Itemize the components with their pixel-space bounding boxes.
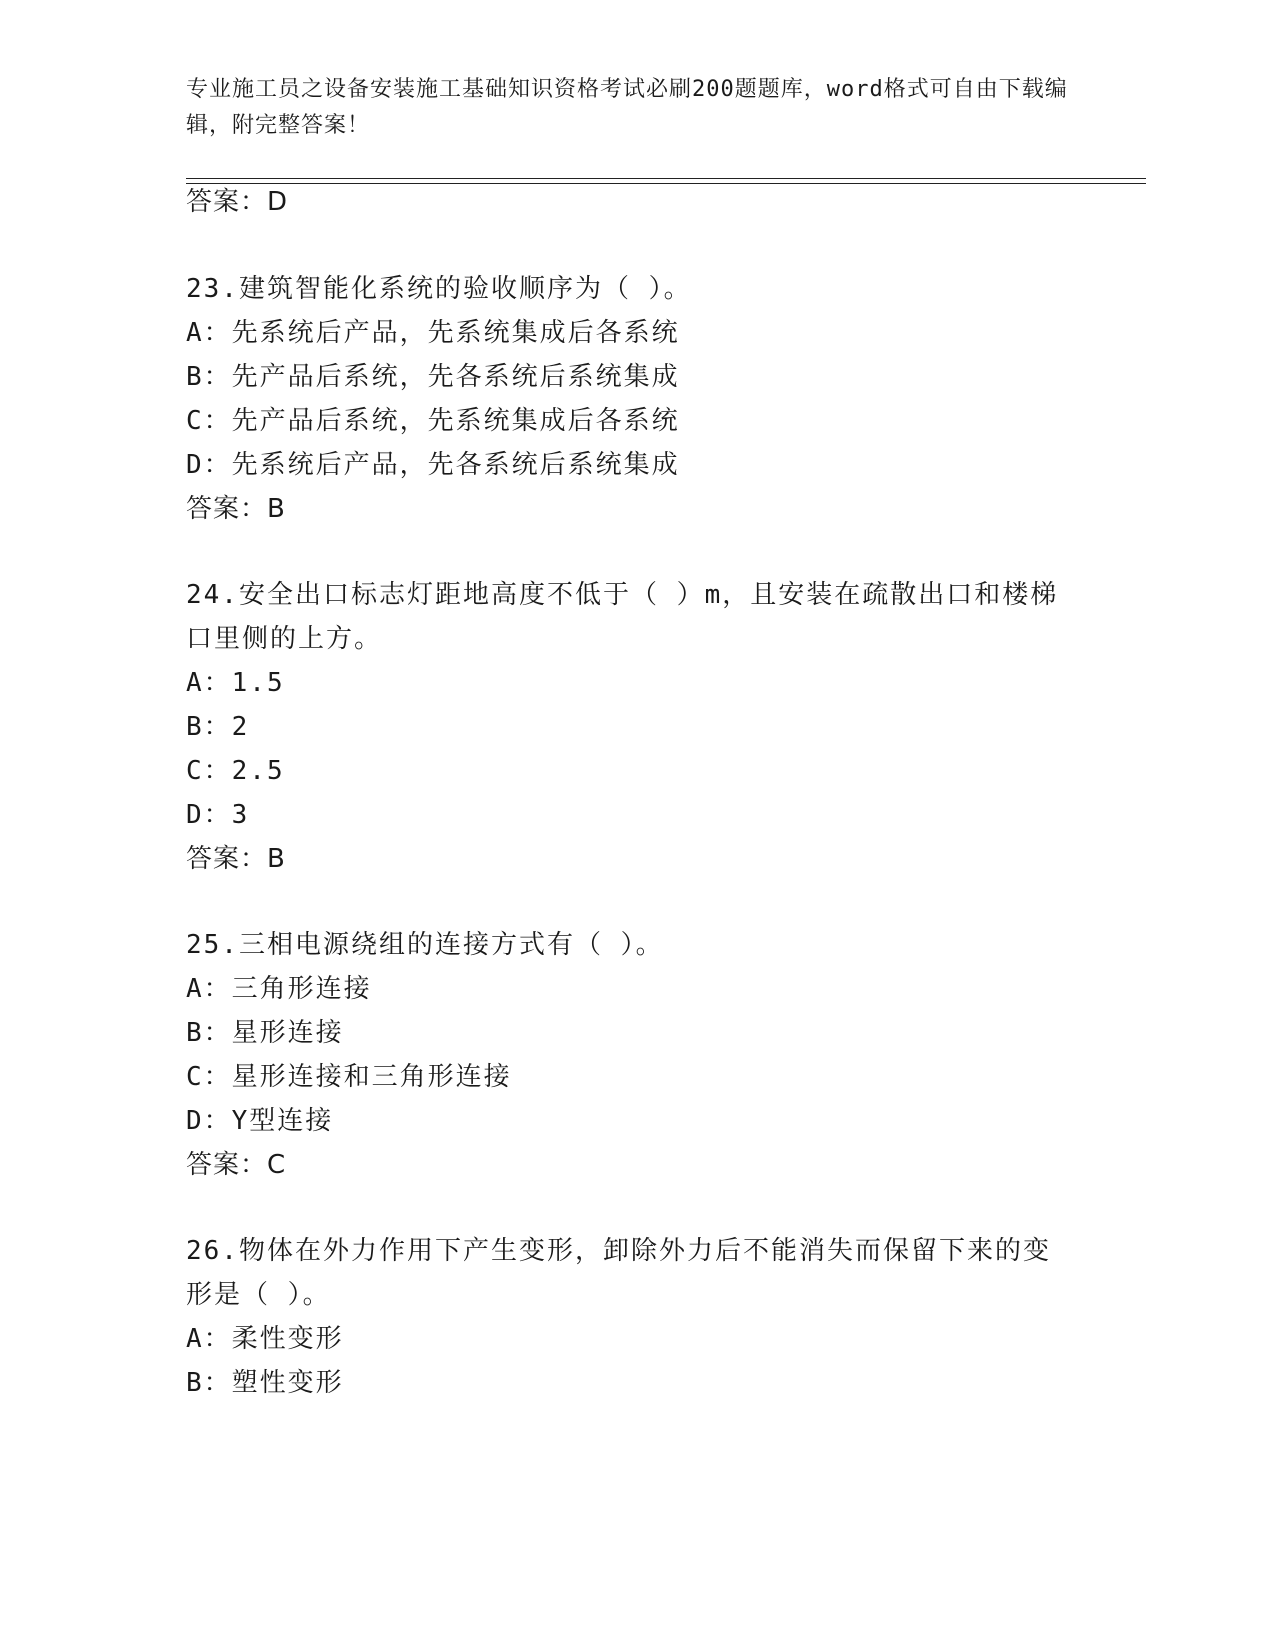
- question-25-answer: 答案：C: [186, 1150, 287, 1180]
- question-24-stem-line-2: 口里侧的上方。: [186, 624, 383, 654]
- question-23-option-a: A：先系统后产品，先系统集成后各系统: [186, 318, 680, 348]
- question-26-stem-line-2: 形是（ ）。: [186, 1280, 331, 1310]
- question-23-option-b: B：先产品后系统，先各系统后系统集成: [186, 362, 680, 392]
- question-26-option-b: B：塑性变形: [186, 1368, 344, 1398]
- document-header-title: 专业施工员之设备安装施工基础知识资格考试必刷200题题库，word格式可自由下载编辑，附完整答案！: [186, 77, 1068, 138]
- question-26-option-a: A：柔性变形: [186, 1324, 344, 1354]
- question-25-stem: 25.三相电源绕组的连接方式有（ ）。: [186, 930, 664, 960]
- question-25-option-c: C：星形连接和三角形连接: [186, 1062, 512, 1092]
- header-divider-top: [186, 178, 1146, 179]
- question-25-option-b: B：星形连接: [186, 1018, 344, 1048]
- question-23-option-d: D：先系统后产品，先各系统后系统集成: [186, 450, 680, 480]
- question-24-option-b: B：2: [186, 712, 250, 742]
- question-24-answer: 答案：B: [186, 844, 286, 874]
- header-divider-bottom: [186, 183, 1146, 184]
- question-24-option-c: C：2.5: [186, 756, 285, 786]
- question-23-answer: 答案：B: [186, 494, 286, 524]
- question-24-option-a: A：1.5: [186, 668, 285, 698]
- question-24-stem-line-1: 24.安全出口标志灯距地高度不低于（ ）m，且安装在疏散出口和楼梯: [186, 580, 1059, 610]
- previous-answer: 答案：D: [186, 187, 289, 217]
- question-25-option-a: A：三角形连接: [186, 974, 372, 1004]
- question-26-stem-line-1: 26.物体在外力作用下产生变形，卸除外力后不能消失而保留下来的变: [186, 1236, 1051, 1266]
- question-25-option-d: D：Y型连接: [186, 1106, 334, 1136]
- question-23-option-c: C：先产品后系统，先系统集成后各系统: [186, 406, 680, 436]
- question-24-option-d: D：3: [186, 800, 250, 830]
- question-23-stem: 23.建筑智能化系统的验收顺序为（ ）。: [186, 274, 692, 304]
